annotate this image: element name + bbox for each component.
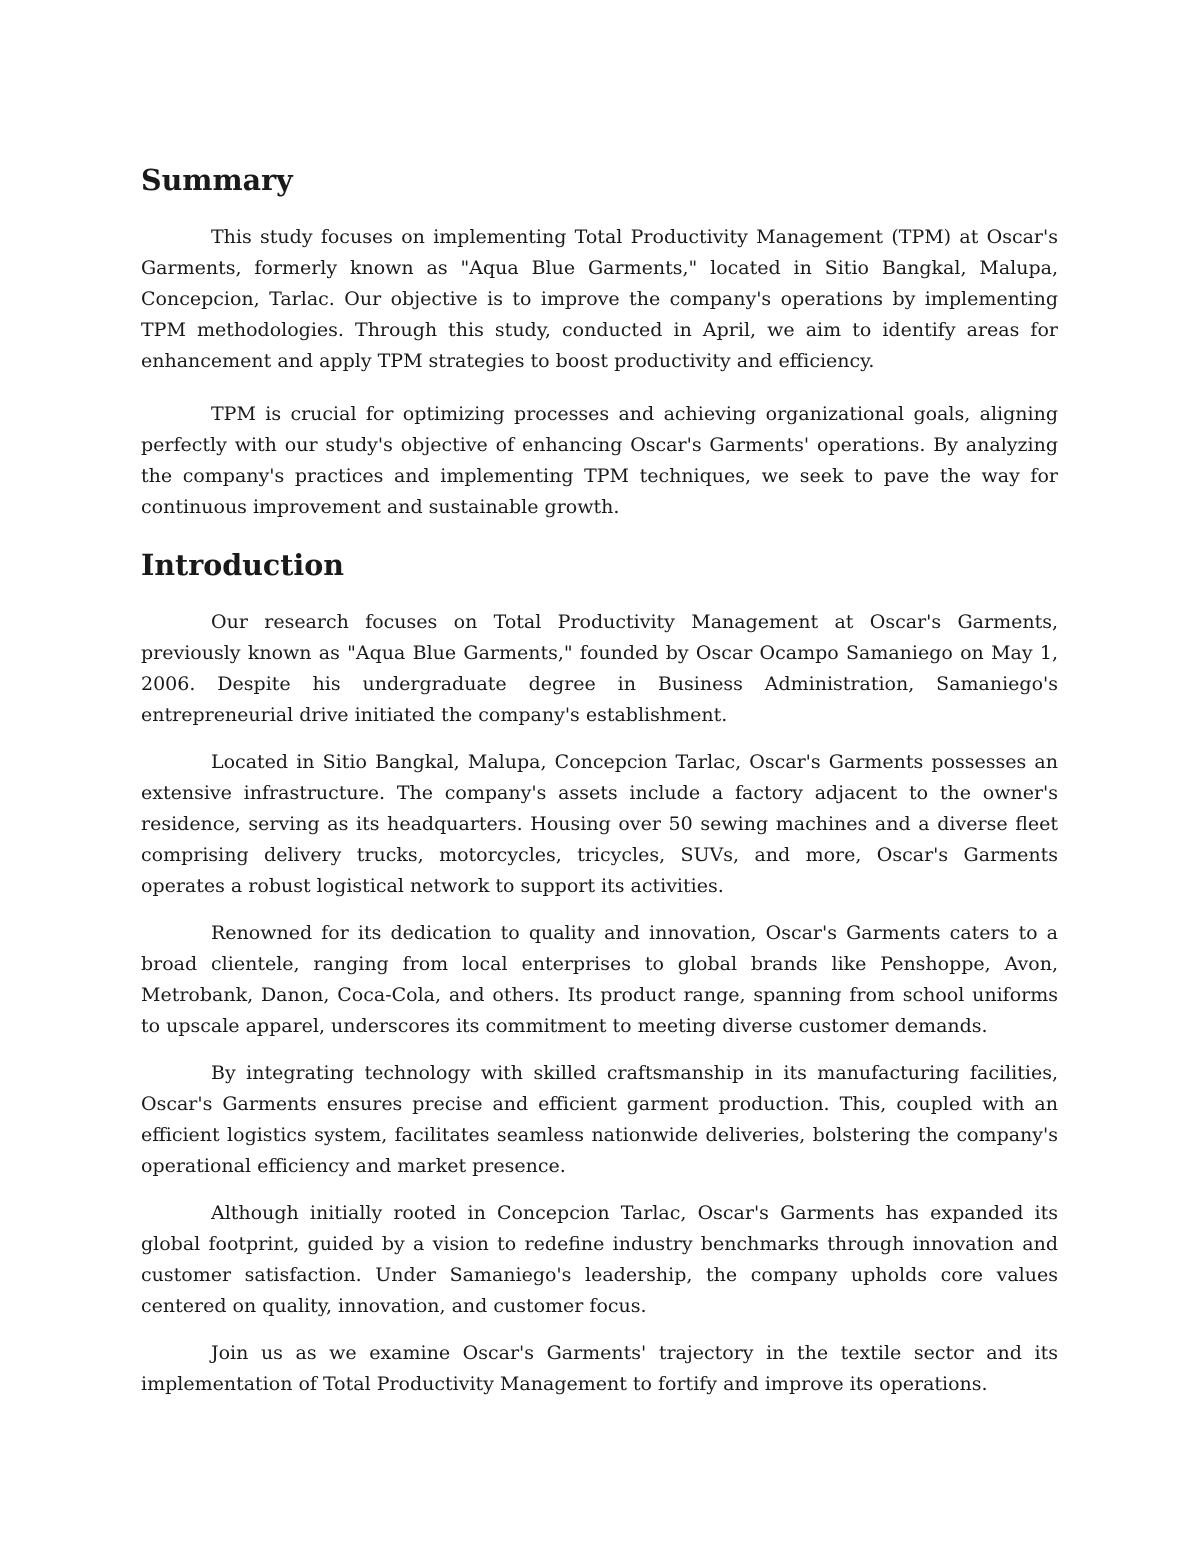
document-page xyxy=(141,160,1058,1400)
introduction-paragraph: Although initially rooted in Concepcion Tarlac, Oscar's Garments has expanded its global footprint, guided by a vision to redefine industry benchmarks through innovation and customer satisfaction. Under Samaniego's leadership, the company upholds core values centered on quality, innovation, and customer focus. xyxy=(141,1202,1058,1317)
summary-paragraph: This study focuses on implementing Total Productivity Management (TPM) at Oscar's Garments, formerly known as "Aqua Blue Garments," located in Sitio Bangkal, Malupa, Concepcion, Tarlac. Our objective is to improve the company's operations by implementing TPM methodologies. Through this study, conducted in April, we aim to identify areas for enhancement and apply TPM strategies to boost productivity and efficiency. xyxy=(141,226,1058,372)
introduction-section xyxy=(141,545,1058,1400)
summary-section xyxy=(141,160,1058,523)
introduction-paragraph: Located in Sitio Bangkal, Malupa, Concepcion Tarlac, Oscar's Garments possesses an extensive infrastructure. The company's assets include a factory adjacent to the owner's residence, serving as its headquarters. Housing over 50 sewing machines and a diverse fleet comprising delivery trucks, motorcycles, tricycles, SUVs, and more, Oscar's Garments operates a robust logistical network to support its activities. xyxy=(141,751,1058,897)
summary-paragraph: TPM is crucial for optimizing processes and achieving organizational goals, aligning perfectly with our study's objective of enhancing Oscar's Garments' operations. By analyzing the company's practices and implementing TPM techniques, we seek to pave the way for continuous improvement and sustainable growth. xyxy=(141,403,1058,518)
introduction-paragraph: Join us as we examine Oscar's Garments' trajectory in the textile sector and its implementation of Total Productivity Management to fortify and improve its operations. xyxy=(141,1342,1058,1395)
introduction-paragraph: By integrating technology with skilled craftsmanship in its manufacturing facilities, Oscar's Garments ensures precise and efficient garment production. This, coupled with an efficient logistics system, facilitates seamless nationwide deliveries, bolstering the company's operational efficiency and market presence. xyxy=(141,1062,1058,1177)
introduction-paragraph: Renowned for its dedication to quality and innovation, Oscar's Garments caters to a broad clientele, ranging from local enterprises to global brands like Penshoppe, Avon, Metrobank, Danon, Coca-Cola, and others. Its product range, spanning from school uniforms to upscale apparel, underscores its commitment to meeting diverse customer demands. xyxy=(141,922,1058,1037)
introduction-paragraph: Our research focuses on Total Productivity Management at Oscar's Garments, previously known as "Aqua Blue Garments," founded by Oscar Ocampo Samaniego on May 1, 2006. Despite his undergraduate degree in Business Administration, Samaniego's entrepreneurial drive initiated the company's establishment. xyxy=(141,611,1058,726)
introduction-heading: Introduction xyxy=(141,548,344,582)
summary-heading: Summary xyxy=(141,163,293,197)
